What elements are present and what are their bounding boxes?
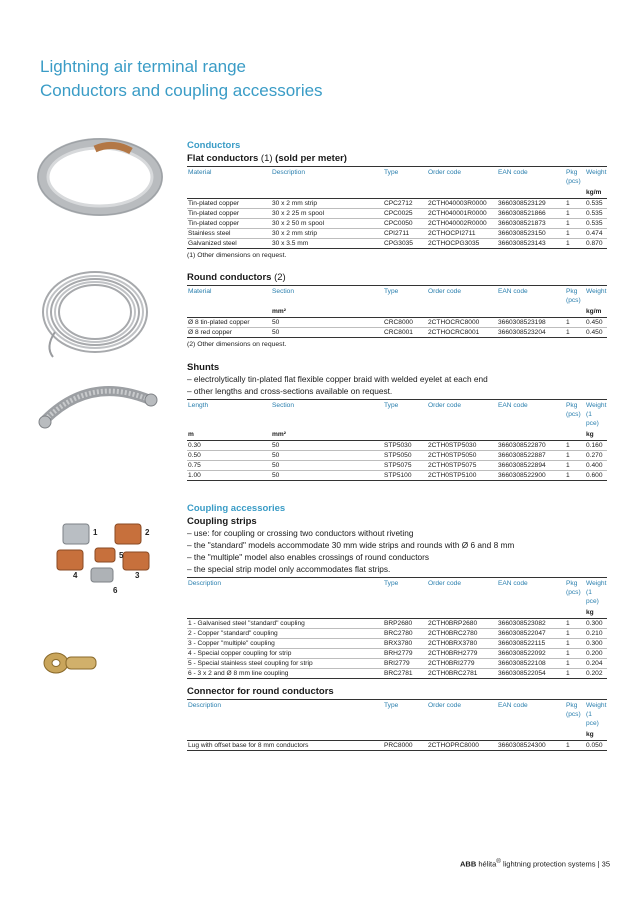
table-cell: 2CTH0STP5050 (428, 452, 477, 459)
table-cell: 0.535 (586, 210, 603, 217)
table-cell: 3660308522092 (498, 650, 546, 657)
table-cell: STP5030 (384, 442, 412, 449)
table-cell: 1.00 (188, 472, 201, 479)
flat-conductor-coil-image (35, 135, 165, 220)
unit-cell (565, 729, 585, 741)
unit-cell (497, 607, 565, 619)
page-footer (400, 858, 610, 869)
table-cell: 50 (272, 442, 280, 449)
table-unit-row (187, 729, 607, 741)
table-cell: Tin-plated copper (188, 210, 240, 217)
unit-cell: kg (586, 431, 594, 438)
table-row (187, 649, 607, 659)
col-header: Type (384, 402, 399, 409)
table-cell: 1 (566, 650, 570, 657)
col-header: Description (188, 702, 221, 709)
table-cell: CRC8000 (384, 319, 413, 326)
col-header: Weight (1 pce) (586, 702, 607, 727)
shunt-braid-image (35, 370, 160, 440)
table-cell: 2CTHOCRC8001 (428, 329, 480, 336)
unit-cell (565, 306, 585, 318)
col-header: Pkg (pcs) (566, 580, 581, 596)
unit-cell (497, 729, 565, 741)
footer-text: lightning protection systems (502, 859, 596, 869)
unit-cell (497, 306, 565, 318)
table-header-row (187, 286, 607, 307)
table-cell: BRC2781 (384, 670, 413, 677)
table-cell: 50 (272, 472, 280, 479)
col-header: EAN code (498, 402, 528, 409)
unit-cell (565, 187, 585, 199)
col-header: Section (272, 288, 294, 295)
unit-cell (271, 187, 383, 199)
table-cell: 0.600 (586, 472, 603, 479)
coupling-section (187, 503, 607, 679)
table-cell: 30 x 2 25 m spool (272, 210, 325, 217)
table-cell: 2CTH0BRX3780 (428, 640, 478, 647)
table-cell: 2CTH0BRI2779 (428, 660, 475, 667)
unit-cell (427, 429, 497, 441)
coupling-image-label-2: 2 (145, 528, 150, 537)
table-cell: 0.535 (586, 220, 603, 227)
table-row (187, 209, 607, 219)
table-row (187, 219, 607, 229)
table-cell: 3660308522054 (498, 670, 546, 677)
unit-cell: kg/m (586, 308, 602, 315)
col-header: Weight (586, 288, 607, 295)
connector-table (187, 699, 607, 751)
table-cell: 3660308523198 (498, 319, 546, 326)
table-cell: CPC0025 (384, 210, 413, 217)
table-cell: Ø 8 tin-plated copper (188, 319, 250, 326)
table-cell: 3660308522115 (498, 640, 546, 647)
table-cell: 50 (272, 452, 280, 459)
table-row (187, 318, 607, 328)
table-cell: 1 (566, 660, 570, 667)
col-header: Type (384, 288, 399, 295)
col-header: Description (272, 169, 305, 176)
col-header: Weight (1 pce) (586, 402, 607, 427)
col-header: Pkg (pcs) (566, 288, 581, 304)
table-cell: STP5075 (384, 462, 412, 469)
coupling-image-label-1: 1 (93, 528, 98, 537)
table-unit-row (187, 187, 607, 199)
table-cell: 2CTH0BRP2680 (428, 620, 478, 627)
unit-cell: mm² (272, 431, 286, 438)
col-header: Order code (428, 580, 461, 587)
col-header: EAN code (498, 580, 528, 587)
conductors-section (187, 140, 607, 259)
connector-section (187, 684, 607, 751)
table-cell: 1 (566, 462, 570, 469)
coupling-strips-heading: Coupling strips (187, 516, 257, 527)
table-cell: 2CTH040002R0000 (428, 220, 487, 227)
table-cell: 30 x 2 50 m spool (272, 220, 325, 227)
flat-conductors-suffix: (sold per meter) (275, 153, 347, 164)
table-cell: 2CTHOPRC8000 (428, 742, 479, 749)
unit-cell: m (188, 431, 194, 438)
coupling-bullet: – the "standard" models accommodate 30 mm wide strips and rounds with Ø 6 and 8 mm (187, 540, 515, 550)
table-cell: 3660308522887 (498, 452, 546, 459)
table-cell: 2CTH040003R0000 (428, 200, 487, 207)
table-cell: 0.210 (586, 630, 603, 637)
table-cell: 2CTH0BRH2779 (428, 650, 478, 657)
round-conductors-ref: (2) (274, 272, 286, 283)
table-unit-row (187, 607, 607, 619)
table-cell: Tin-plated copper (188, 200, 240, 207)
table-cell: 0.474 (586, 230, 603, 237)
unit-cell (565, 607, 585, 619)
coupling-image-label-5: 5 (119, 551, 124, 560)
table-cell: Galvanized steel (188, 240, 237, 247)
table-row (187, 659, 607, 669)
shunts-heading: Shunts (187, 362, 220, 373)
table-cell: Lug with offset base for 8 mm conductors (188, 742, 309, 749)
table-cell: 50 (272, 319, 280, 326)
table-cell: 1 (566, 742, 570, 749)
coupling-bullet: – the special strip model only accommodates flat strips. (187, 564, 391, 574)
table-cell: 3660308523129 (498, 200, 546, 207)
unit-cell (427, 306, 497, 318)
table-cell: 50 (272, 329, 280, 336)
table-cell: BRC2780 (384, 630, 413, 637)
table-cell: 0.050 (586, 742, 603, 749)
table-cell: Stainless steel (188, 230, 231, 237)
round-conductor-coil-image (35, 262, 155, 362)
unit-cell (187, 607, 383, 619)
table-cell: 3660308521866 (498, 210, 546, 217)
table-cell: 1 (566, 620, 570, 627)
unit-cell: mm² (272, 308, 286, 315)
table-cell: 3660308523143 (498, 240, 546, 247)
shunts-table (187, 399, 607, 481)
table-cell: CRC8001 (384, 329, 413, 336)
table-cell: 0.75 (188, 462, 201, 469)
table-cell: 3660308523150 (498, 230, 546, 237)
unit-cell (383, 607, 427, 619)
table-cell: 3660308521873 (498, 220, 546, 227)
lug-connector-image (42, 648, 102, 678)
table-cell: 3660308523082 (498, 620, 546, 627)
col-header: Pkg (pcs) (566, 702, 581, 718)
unit-cell (427, 607, 497, 619)
table-cell: 1 (566, 329, 570, 336)
col-header: Length (188, 402, 209, 409)
table-row (187, 461, 607, 471)
coupling-section-label: Coupling accessories (187, 503, 286, 514)
table-row (187, 239, 607, 249)
table-header-row (187, 700, 607, 730)
shunts-section (187, 360, 607, 481)
unit-cell (497, 429, 565, 441)
page-number: 35 (601, 859, 610, 869)
flat-conductors-table (187, 166, 607, 249)
col-header: Weight (1 pce) (586, 580, 607, 605)
table-cell: 0.300 (586, 640, 603, 647)
table-cell: BRX3780 (384, 640, 413, 647)
table-cell: 0.270 (586, 452, 603, 459)
table-cell: 0.535 (586, 200, 603, 207)
col-header: Pkg (pcs) (566, 402, 581, 418)
table-cell: 1 (566, 230, 570, 237)
table-row (187, 639, 607, 649)
col-header: Pkg (pcs) (566, 169, 581, 185)
table-row (187, 229, 607, 239)
table-cell: 3 - Copper "multiple" coupling (188, 640, 275, 647)
footer-separator: | (597, 859, 600, 869)
table-cell: 1 (566, 200, 570, 207)
shunts-bullet: – electrolytically tin-plated flat flexible copper braid with welded eyelet at each end (187, 374, 488, 384)
table-cell: STP5050 (384, 452, 412, 459)
shunts-bullet: – other lengths and cross-sections available on request. (187, 386, 393, 396)
unit-cell (383, 187, 427, 199)
table-cell: 30 x 3.5 mm (272, 240, 309, 247)
table-cell: 2CTH0STP5030 (428, 442, 477, 449)
table-cell: 2CTHOCPG3035 (428, 240, 480, 247)
round-conductors-footnote: (2) Other dimensions on request. (187, 341, 287, 348)
col-header: Order code (428, 402, 461, 409)
table-cell: 2CTH0STP5100 (428, 472, 477, 479)
round-conductors-title: Round conductors (187, 272, 272, 283)
table-cell: STP5100 (384, 472, 412, 479)
table-header-row (187, 167, 607, 188)
table-cell: BRP2680 (384, 620, 413, 627)
col-header: Type (384, 580, 399, 587)
table-cell: BRI2779 (384, 660, 410, 667)
table-cell: 0.204 (586, 660, 603, 667)
table-unit-row (187, 429, 607, 441)
table-cell: CPI2711 (384, 230, 410, 237)
table-cell: 0.160 (586, 442, 603, 449)
page-title: Lightning air terminal range (40, 57, 247, 76)
table-cell: CPG3035 (384, 240, 413, 247)
table-header-row (187, 400, 607, 430)
table-cell: 30 x 2 mm strip (272, 230, 318, 237)
unit-cell (187, 729, 383, 741)
unit-cell: kg (586, 731, 594, 738)
table-cell: 2CTHOCPI2711 (428, 230, 476, 237)
table-row (187, 629, 607, 639)
table-cell: 6 - 3 x 2 and Ø 8 mm line coupling (188, 670, 289, 677)
table-cell: 1 (566, 220, 570, 227)
unit-cell: kg (586, 609, 594, 616)
coupling-strips-table (187, 577, 607, 679)
table-cell: 1 (566, 210, 570, 217)
table-cell: 0.870 (586, 240, 603, 247)
table-cell: 1 (566, 452, 570, 459)
table-cell: 1 (566, 640, 570, 647)
col-header: Order code (428, 169, 461, 176)
table-cell: 2CTH0STP5075 (428, 462, 477, 469)
unit-cell: kg/m (586, 189, 602, 196)
table-row (187, 451, 607, 461)
col-header: Type (384, 702, 399, 709)
flat-conductors-title: Flat conductors (187, 153, 259, 164)
table-cell: 0.300 (586, 620, 603, 627)
table-cell: 0.30 (188, 442, 201, 449)
table-row (187, 199, 607, 209)
table-cell: 3660308522894 (498, 462, 546, 469)
table-cell: 1 - Galvanised steel "standard" coupling (188, 620, 305, 627)
table-cell: 1 (566, 472, 570, 479)
table-cell: 3660308523204 (498, 329, 546, 336)
col-header: Order code (428, 288, 461, 295)
col-header: Order code (428, 702, 461, 709)
unit-cell (383, 429, 427, 441)
unit-cell (427, 729, 497, 741)
table-cell: 50 (272, 462, 280, 469)
table-cell: 0.200 (586, 650, 603, 657)
coupling-bullet: – the "multiple" model also enables crossings of round conductors (187, 552, 430, 562)
col-header: Material (188, 288, 212, 295)
table-row (187, 471, 607, 481)
col-header: EAN code (498, 288, 528, 295)
table-cell: 0.202 (586, 670, 603, 677)
round-conductors-section (187, 270, 607, 348)
table-cell: 0.400 (586, 462, 603, 469)
col-header: Section (272, 402, 294, 409)
table-cell: 4 - Special copper coupling for strip (188, 650, 292, 657)
table-cell: 2CTHOCRC8000 (428, 319, 480, 326)
flat-conductors-ref: (1) (260, 153, 273, 164)
coupling-image-label-4: 4 (73, 571, 78, 580)
flat-conductors-footnote: (1) Other dimensions on request. (187, 252, 287, 259)
abb-logo: ABB (459, 859, 477, 869)
col-header: Material (188, 169, 212, 176)
table-cell: CPC0050 (384, 220, 413, 227)
table-cell: CPC2712 (384, 200, 413, 207)
table-cell: 1 (566, 240, 570, 247)
table-row (187, 669, 607, 679)
unit-cell (383, 306, 427, 318)
col-header: Description (188, 580, 221, 587)
round-conductors-heading (187, 272, 607, 283)
coupling-image-label-6: 6 (113, 586, 118, 595)
table-cell: 1 (566, 319, 570, 326)
table-row (187, 441, 607, 451)
connector-heading: Connector for round conductors (187, 686, 334, 697)
table-cell: 0.450 (586, 319, 603, 326)
page-subtitle: Conductors and coupling accessories (40, 81, 323, 100)
col-header: Type (384, 169, 399, 176)
coupling-bullet: – use: for coupling or crossing two conductors without riveting (187, 528, 414, 538)
conductors-section-label: Conductors (187, 140, 241, 151)
table-cell: 30 x 2 mm strip (272, 200, 318, 207)
table-cell: 3660308522870 (498, 442, 546, 449)
unit-cell (383, 729, 427, 741)
table-cell: 1 (566, 630, 570, 637)
round-conductors-table (187, 285, 607, 338)
table-row (187, 328, 607, 338)
unit-cell (187, 306, 271, 318)
col-header: EAN code (498, 169, 528, 176)
table-cell: 2 - Copper "standard" coupling (188, 630, 278, 637)
table-cell: 1 (566, 442, 570, 449)
table-cell: 2CTH0BRC2780 (428, 630, 478, 637)
registered-mark: ® (496, 858, 501, 865)
table-cell: Tin-plated copper (188, 220, 240, 227)
unit-cell (427, 187, 497, 199)
table-cell: PRC8000 (384, 742, 413, 749)
table-cell: 3660308522047 (498, 630, 546, 637)
table-cell: 0.50 (188, 452, 201, 459)
table-cell: 2CTH040001R0000 (428, 210, 487, 217)
coupling-image-label-3: 3 (135, 571, 140, 580)
table-cell: 3660308522108 (498, 660, 546, 667)
table-cell: 3660308522900 (498, 472, 546, 479)
unit-cell (565, 429, 585, 441)
table-cell: 0.450 (586, 329, 603, 336)
table-unit-row (187, 306, 607, 318)
flat-conductors-heading (187, 153, 607, 164)
col-header: Weight (586, 169, 607, 176)
table-header-row (187, 578, 607, 608)
table-cell: Ø 8 red copper (188, 329, 232, 336)
table-cell: 1 (566, 670, 570, 677)
unit-cell (497, 187, 565, 199)
footer-product: hélita (478, 859, 497, 869)
unit-cell (187, 187, 271, 199)
table-cell: 2CTH0BRC2781 (428, 670, 478, 677)
table-row (187, 619, 607, 629)
table-row (187, 741, 607, 751)
table-cell: BRH2779 (384, 650, 413, 657)
col-header: EAN code (498, 702, 528, 709)
table-cell: 5 - Special stainless steel coupling for strip (188, 660, 313, 667)
table-cell: 3660308524300 (498, 742, 546, 749)
